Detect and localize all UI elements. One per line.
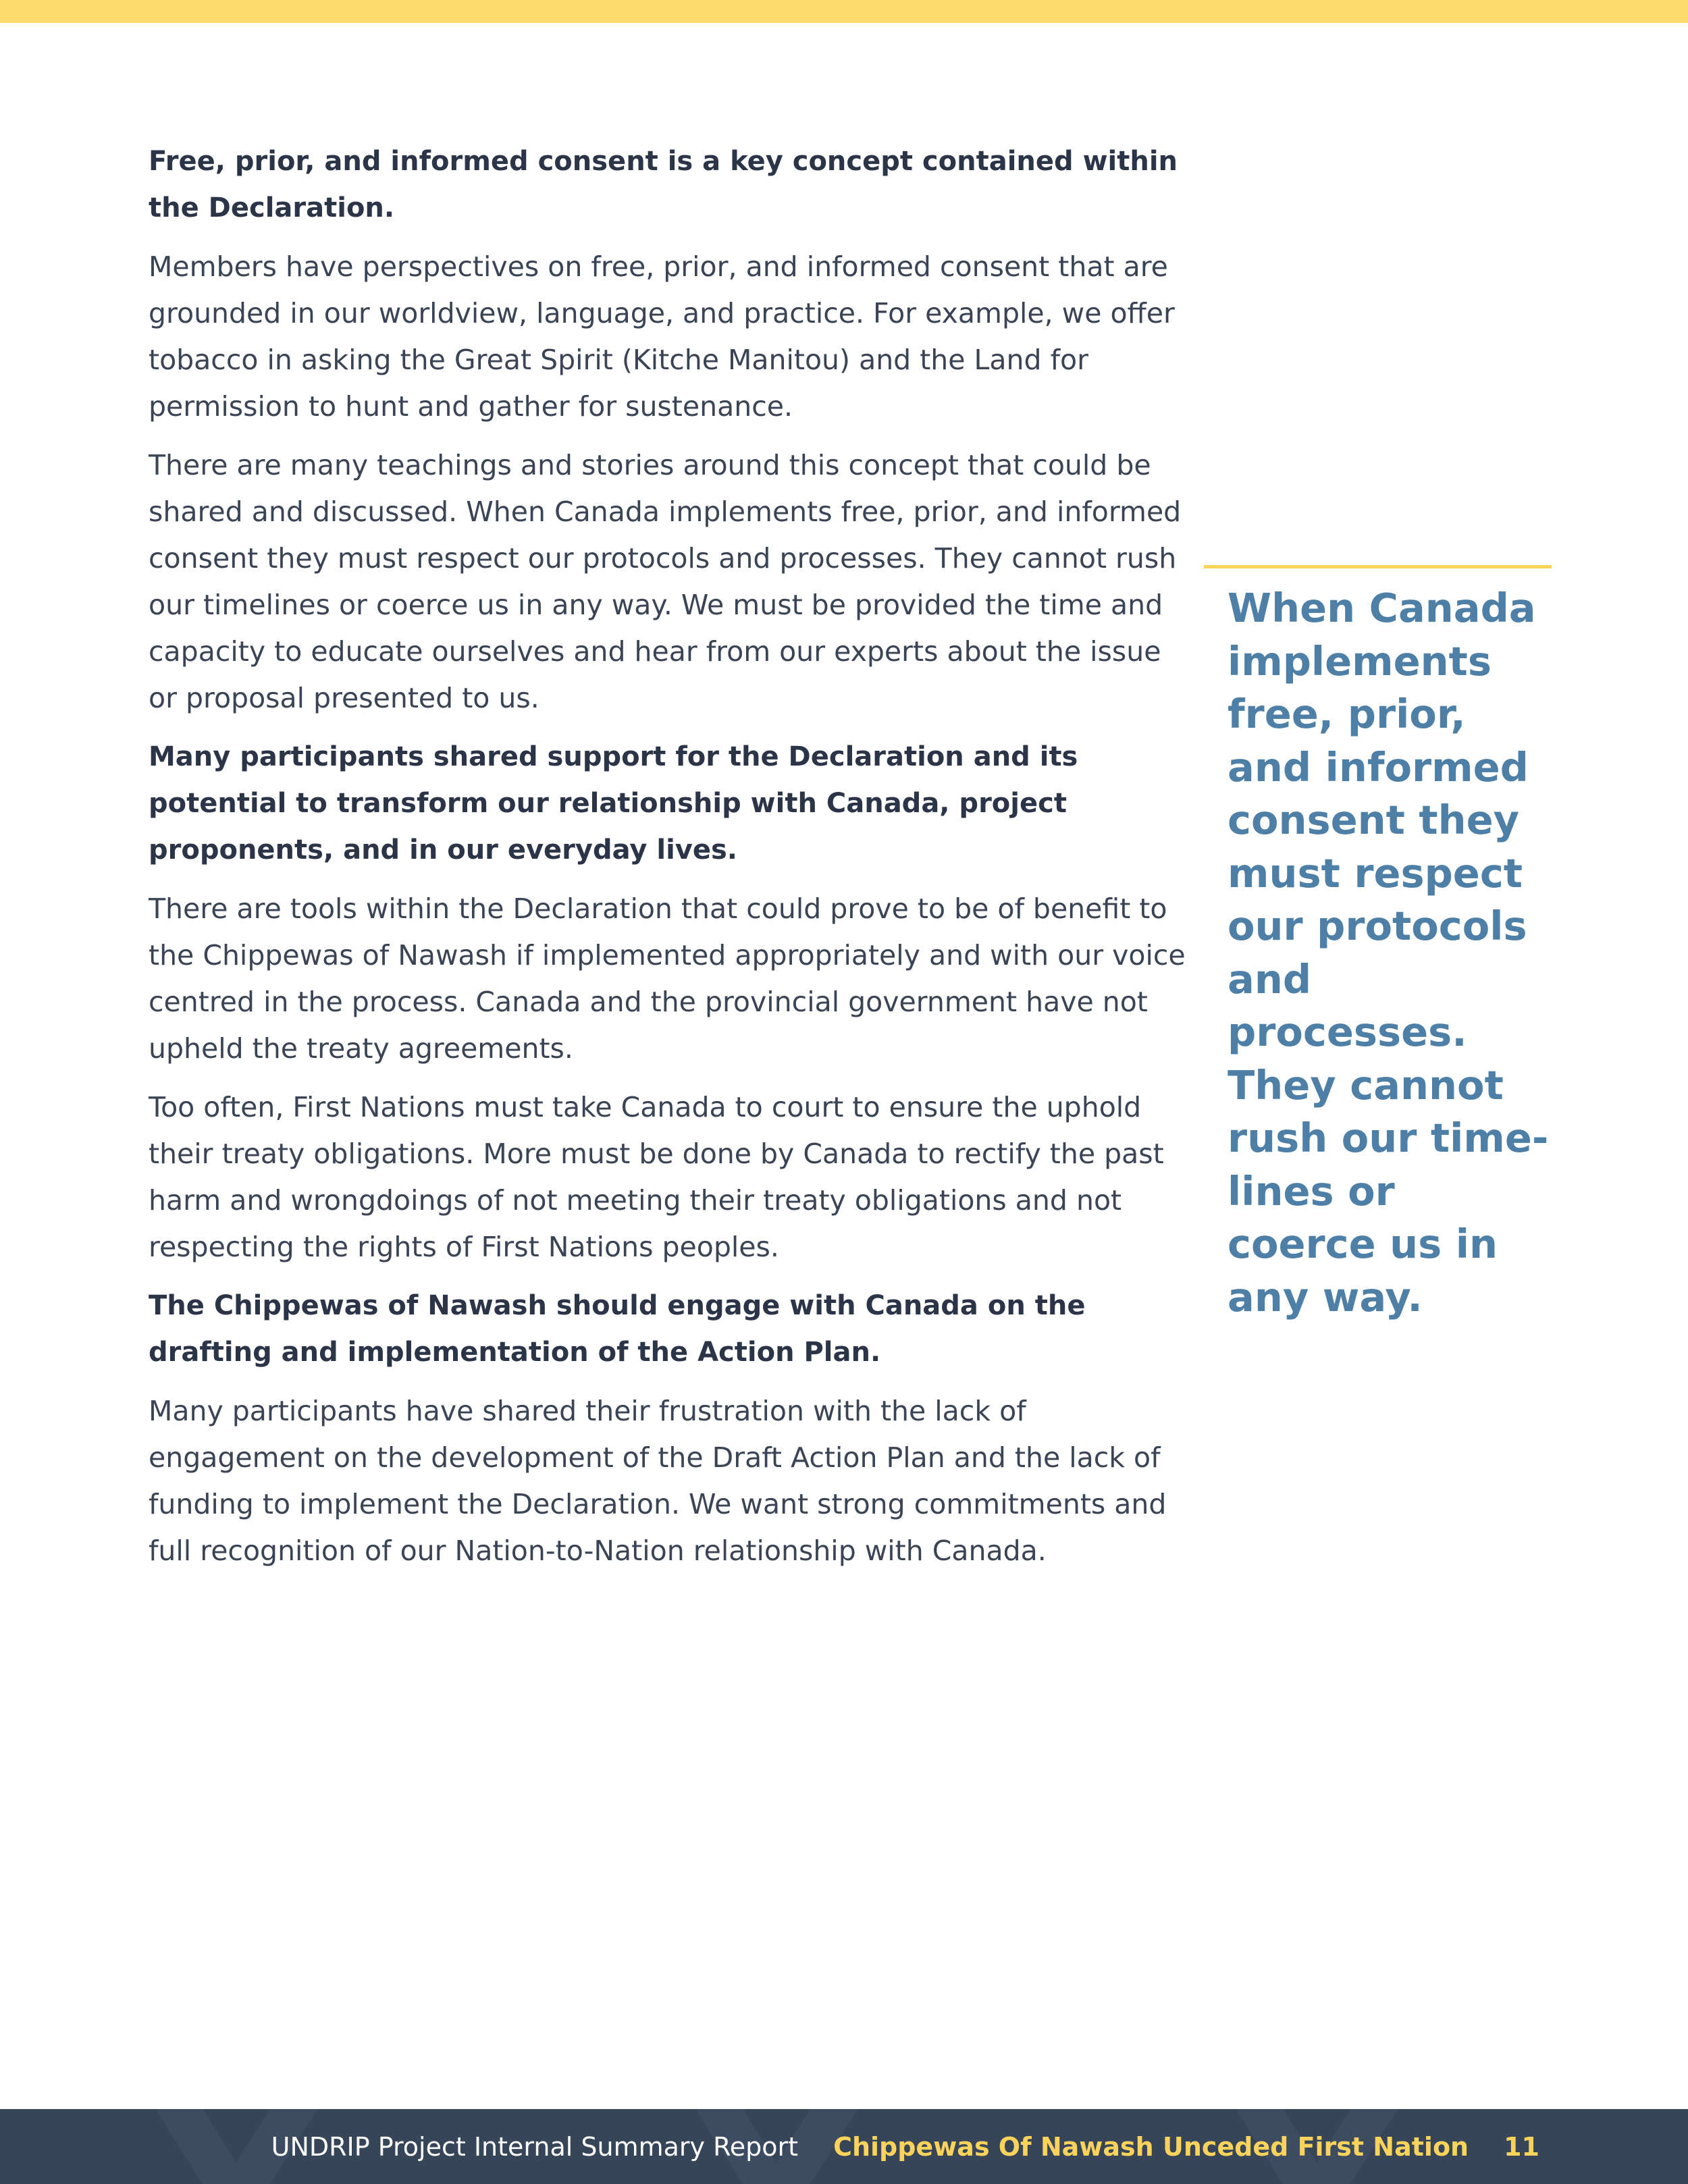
heading-paragraph-support: Many participants shared support for the Declaration and its potential to transform our relationship with Canada, project proponents, and in our everyday lives. — [149, 741, 1078, 865]
footer-report-title: UNDRIP Project Internal Summary Report — [271, 2131, 799, 2162]
page-footer — [0, 2109, 1688, 2184]
body-paragraph-frustration: Many participants have shared their frustration with the lack of engagement on the development of the Draft Action Plan and the lack of funding to implement the Declaration. We want strong commitments and full recognition of our Nation-to-Nation relationship with Canada. — [149, 1395, 1167, 1567]
body-paragraph-tools: There are tools within the Declaration that could prove to be of benefit to the Chippewas of Nawash if implemented appropriately and with our voice centred in the process. Canada and the provincial government have not upheld the treaty agreements. — [149, 893, 1186, 1065]
footer-text — [271, 2109, 1539, 2184]
pull-quote: When Canada implements free, prior, and informed consent they must respect our protocols and processes. They cannot rush our time-lines or coerce us in any way. — [1228, 585, 1549, 1321]
main-column — [149, 138, 1188, 1587]
heading-paragraph-fpic: Free, prior, and informed consent is a key concept contained within the Declaration. — [149, 146, 1178, 223]
heading-paragraph-action-plan: The Chippewas of Nawash should engage with Canada on the drafting and implementation of the Action Plan. — [149, 1290, 1086, 1368]
top-accent-bar — [0, 0, 1688, 23]
footer-nation-name: Chippewas Of Nawash Unceded First Nation — [833, 2131, 1469, 2162]
page-number: 11 — [1504, 2131, 1539, 2162]
body-paragraph-court: Too often, First Nations must take Canada to court to ensure the uphold their treaty obligations. More must be done by Canada to rectify the past harm and wrongdoings of not meeting their treaty obligations and not respecting the rights of First Nations peoples. — [149, 1091, 1164, 1263]
body-paragraph-teachings: There are many teachings and stories around this concept that could be shared and discussed. When Canada implements free, prior, and informed consent they must respect our protocols and processes. They cannot rush our timelines or coerce us in any way. We must be provided the time and capacity to educate ourselves and hear from our experts about the issue or proposal presented to us. — [149, 449, 1182, 714]
body-paragraph-perspectives: Members have perspectives on free, prior, and informed consent that are grounded in our worldview, language, and practice. For example, we offer tobacco in asking the Great Spirit (Kitche Manitou) and the Land for permission to hunt and gather for sustenance. — [149, 250, 1175, 423]
pull-quote-rule — [1204, 565, 1552, 568]
